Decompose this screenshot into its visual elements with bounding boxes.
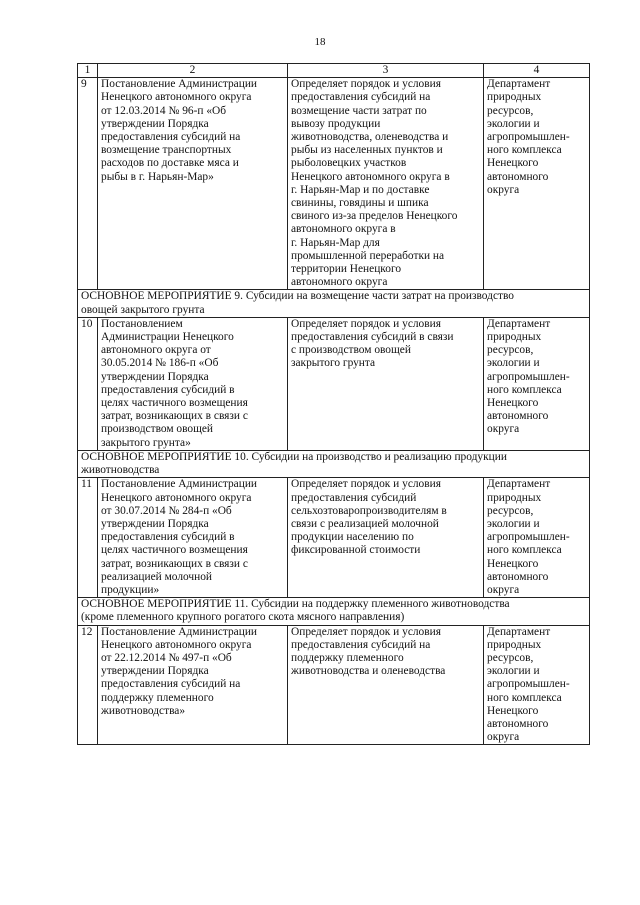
document-cell-text: Постановлением Администрации Ненецкого автономного округа от 30.05.2014 № 186-п «Об утверждении Порядка предоставления субсидий в целях частичного возмещения затрат, возникающих в связи с производством овощей закрытого грунта»: [101, 317, 248, 449]
section-row: [78, 598, 590, 625]
purpose-cell-text: Определяет порядок и условия предоставления субсидий сельхозтоваропроизводителям в связи с реализацией молочной продукции населению по фиксированной стоимости: [291, 478, 447, 557]
section-row: [78, 450, 590, 477]
header-cell-2: 2: [98, 64, 288, 78]
table-row: [78, 317, 590, 450]
row-number: [78, 317, 98, 450]
executor-cell: [484, 625, 590, 745]
purpose-cell-text: Определяет порядок и условия предоставления субсидий на поддержку племенного животноводства и оленеводства: [291, 625, 446, 678]
header-cell-3: 3: [288, 64, 484, 78]
row-number-text: 9: [81, 78, 87, 91]
page-number: 18: [314, 36, 326, 48]
executor-cell-text: Департамент природных ресурсов, экологии и агропромышлен- ного комплекса Ненецкого автономного округа: [487, 317, 570, 436]
purpose-cell: [288, 625, 484, 745]
document-cell-text: Постановление Администрации Ненецкого автономного округа от 30.07.2014 № 284-п «Об утверждении Порядка предоставления субсидий в целях частичного возмещения затрат, возникающих в связи с реализацией молочной продукции»: [101, 478, 258, 596]
executor-cell-text: Департамент природных ресурсов, экологии и агропромышлен- ного комплекса Ненецкого автономного округа: [487, 625, 570, 744]
row-number-text: 10: [81, 317, 93, 330]
section-row: [78, 290, 590, 317]
row-number-text: 11: [81, 478, 92, 491]
purpose-cell: [288, 478, 484, 598]
section-heading: [78, 290, 590, 317]
executor-cell-text: Департамент природных ресурсов, экологии и агропромышлен- ного комплекса Ненецкого автономного округа: [487, 78, 570, 196]
table-row: [78, 625, 590, 745]
document-cell: [98, 625, 288, 745]
executor-cell: [484, 478, 590, 598]
table-header-row: [78, 64, 590, 78]
executor-cell: [484, 317, 590, 450]
row-number: [78, 478, 98, 598]
purpose-cell-text: Определяет порядок и условия предоставления субсидий в связи с производством овощей закрытого грунта: [291, 317, 454, 370]
section-heading-text: ОСНОВНОЕ МЕРОПРИЯТИЕ 10. Субсидии на производство и реализацию продукции животноводства: [81, 450, 507, 477]
section-heading-text: ОСНОВНОЕ МЕРОПРИЯТИЕ 11. Субсидии на поддержку племенного животноводства (кроме племенного крупного рогатого скота мясного направления): [81, 598, 510, 624]
purpose-cell-text: Определяет порядок и условия предоставления субсидий на возмещение части затрат по вывозу продукции животноводства, оленеводства и рыбы из населенных пунктов и рыболовецких участков Ненецкого автономного округа в г. Нарьян-Мар и по доставке свинины, говядины и шпика свиного из-за пределов Ненецкого автономного округа в г. Нарьян-Мар для промышленной переработки на территории Ненецкого автономного округа: [291, 78, 458, 289]
measures-table: [77, 63, 590, 745]
purpose-cell: [288, 78, 484, 290]
table-row: [78, 78, 590, 290]
purpose-cell: [288, 317, 484, 450]
row-number: [78, 78, 98, 290]
document-cell: [98, 78, 288, 290]
header-cell-1: 1: [78, 64, 98, 78]
table-row: [78, 478, 590, 598]
document-cell-text: Постановление Администрации Ненецкого автономного округа от 22.12.2014 № 497-п «Об утверждении Порядка предоставления субсидий на поддержку племенного животноводства»: [101, 625, 258, 717]
header-cell-4: 4: [484, 64, 590, 78]
executor-cell-text: Департамент природных ресурсов, экологии и агропромышлен- ного комплекса Ненецкого автономного округа: [487, 478, 570, 596]
document-cell: [98, 317, 288, 450]
executor-cell: [484, 78, 590, 290]
row-number-text: 12: [81, 625, 93, 638]
document-cell: [98, 478, 288, 598]
document-cell-text: Постановление Администрации Ненецкого автономного округа от 12.03.2014 № 96-п «Об утверждении Порядка предоставления субсидий на возмещение транспортных расходов по доставке мяса и рыбы в г. Нарьян-Мар»: [101, 78, 258, 183]
section-heading: [78, 450, 590, 477]
row-number: [78, 625, 98, 745]
section-heading: [78, 598, 590, 625]
section-heading-text: ОСНОВНОЕ МЕРОПРИЯТИЕ 9. Субсидии на возмещение части затрат на производство овощей закрытого грунта: [81, 290, 514, 316]
